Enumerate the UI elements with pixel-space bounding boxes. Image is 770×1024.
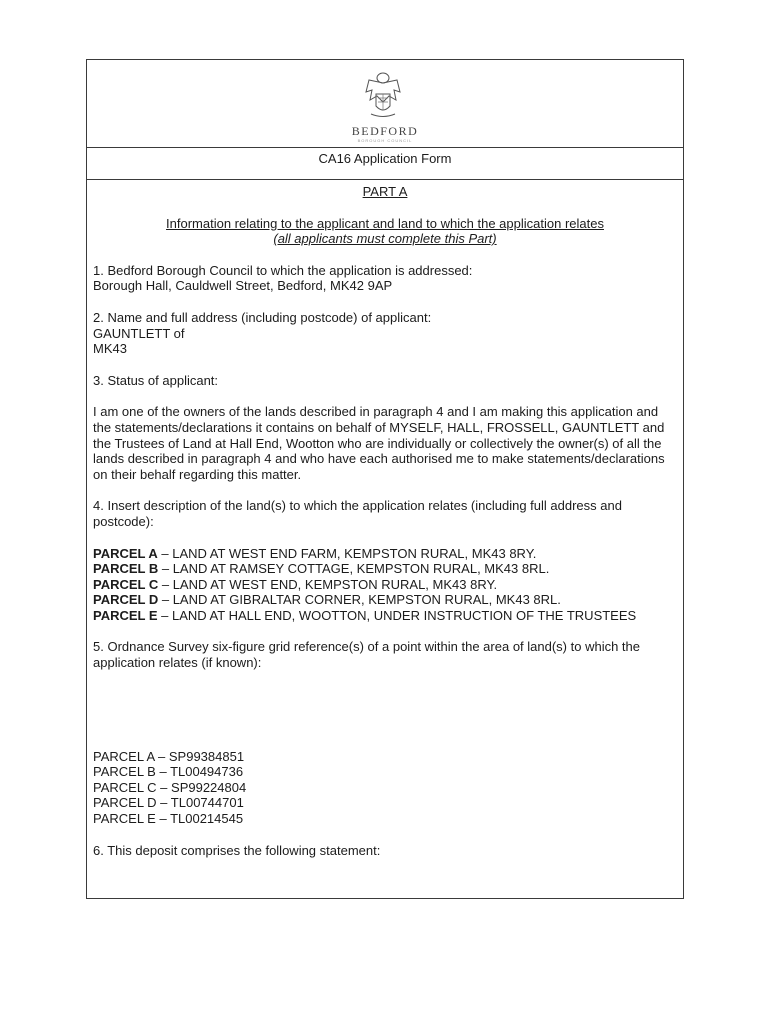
list-item: PARCEL D – TL00744701 (93, 795, 244, 811)
parcel-list (93, 546, 677, 624)
coat-of-arms-icon (363, 70, 403, 120)
info-subheading: (all applicants must complete this Part) (273, 231, 497, 247)
list-item: PARCEL B – TL00494736 (93, 764, 244, 780)
parcel-desc: – LAND AT WEST END FARM, KEMPSTON RURAL, MK43 8RY. (157, 545, 537, 561)
parcel-name: PARCEL E (93, 607, 158, 623)
q2-label: 2. Name and full address (including postcode) of applicant: (93, 309, 432, 325)
q1-answer: Borough Hall, Cauldwell Street, Bedford, MK42 9AP (93, 278, 393, 294)
parcel-desc: – LAND AT GIBRALTAR CORNER, KEMPSTON RURAL, MK43 8RL. (158, 592, 561, 608)
q5-label: 5. Ordnance Survey six-figure grid reference(s) of a point within the area of land(s) to which the application relates (if known): (93, 639, 640, 671)
grid-ref-list (93, 749, 677, 827)
q2-line1: GAUNTLETT of (93, 325, 185, 341)
list-item (93, 561, 677, 577)
form-title: CA16 Application Form (87, 148, 683, 180)
parcel-desc: – LAND AT WEST END, KEMPSTON RURAL, MK43 8RY. (158, 576, 498, 592)
parcel-name: PARCEL C (93, 576, 159, 592)
q6-label: 6. This deposit comprises the following statement: (93, 842, 381, 858)
application-form (86, 59, 684, 899)
form-body (87, 180, 683, 858)
list-item: PARCEL C – SP99224804 (93, 779, 247, 795)
logo-name: BEDFORD (351, 124, 419, 138)
q3-label: 3. Status of applicant: (93, 372, 219, 388)
list-item: PARCEL E – TL00214545 (93, 811, 244, 827)
list-item (93, 608, 677, 624)
list-item (93, 577, 677, 593)
q1-label: 1. Bedford Borough Council to which the application is addressed: (93, 262, 473, 278)
parcel-name: PARCEL A (93, 545, 158, 561)
q2-line2: MK43 (93, 341, 127, 357)
logo-subtitle: BOROUGH COUNCIL (357, 138, 413, 143)
list-item: PARCEL A – SP99384851 (93, 748, 245, 764)
list-item (93, 546, 677, 562)
parcel-desc: – LAND AT RAMSEY COTTAGE, KEMPSTON RURAL, MK43 8RL. (158, 561, 550, 577)
q4-label: 4. Insert description of the land(s) to which the application relates (including full address and postcode): (93, 498, 622, 529)
logo-row (87, 60, 683, 148)
list-item (93, 592, 677, 608)
q3-answer: I am one of the owners of the lands described in paragraph 4 and I am making this application and the statements/declarations it contains on behalf of MYSELF, HALL, FROSSELL, GAUNTLETT and the Trustees of Land at Hall End, Wootton who are individually or collectively the owner(s) of all the lands described in paragraph 4 and who have each authorised me to make statements/declarations on their behalf regarding this matter. (93, 404, 665, 482)
parcel-desc: – LAND AT HALL END, WOOTTON, UNDER INSTRUCTION OF THE TRUSTEES (157, 607, 637, 623)
part-heading: PART A (362, 184, 408, 199)
info-heading: Information relating to the applicant and land to which the application relates (166, 215, 604, 231)
parcel-name: PARCEL B (93, 561, 159, 577)
parcel-name: PARCEL D (93, 592, 159, 608)
